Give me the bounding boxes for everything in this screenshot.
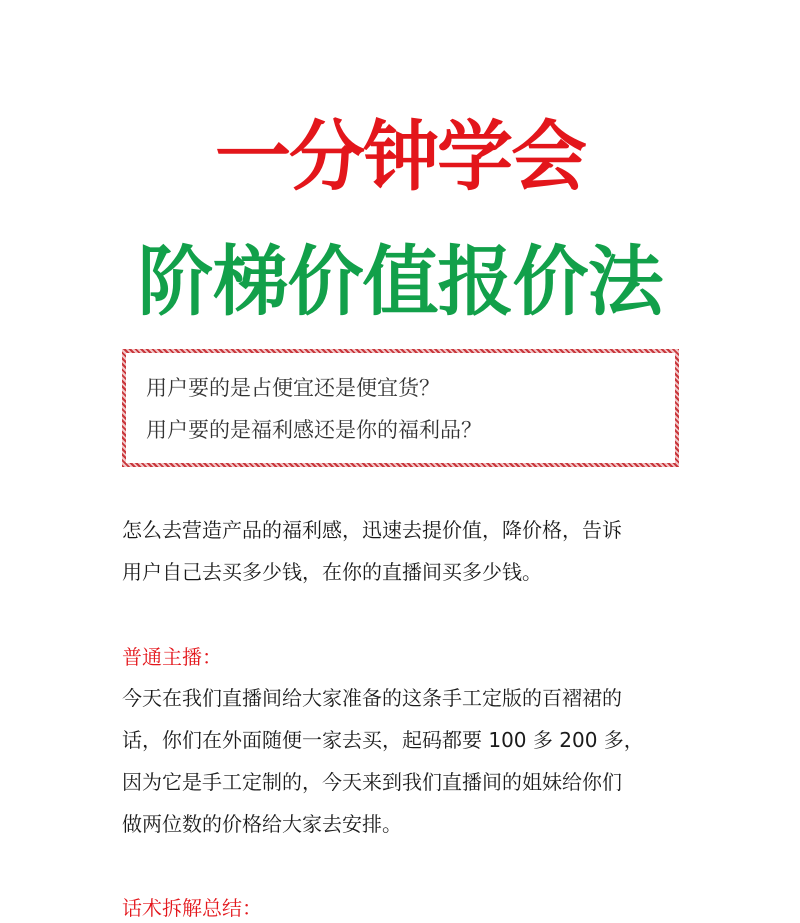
quote-line-1: 用户要的是占便宜还是便宜货？	[146, 376, 440, 400]
intro-line-1: 怎么去营造产品的福利感，迅速去提价值，降价格，告诉	[122, 518, 622, 542]
normal-line-1: 今天在我们直播间给大家准备的这条手工定版的百褶裙的	[122, 686, 622, 710]
intro-line-2: 用户自己去买多少钱，在你的直播间买多少钱。	[122, 560, 542, 584]
section-heading-summary: 话术拆解总结：	[122, 896, 262, 920]
normal-line-4: 做两位数的价格给大家去安排。	[122, 812, 402, 836]
normal-line-2: 话，你们在外面随便一家去买，起码都要 100 多 200 多，	[122, 728, 644, 752]
title-line-2: 阶梯价值报价法	[137, 237, 663, 326]
title-line-1: 一分钟学会	[215, 112, 585, 201]
normal-line-3: 因为它是手工定制的，今天来到我们直播间的姐妹给你们	[122, 770, 622, 794]
section-heading-normal-anchor: 普通主播：	[122, 645, 222, 669]
quote-box	[122, 349, 679, 467]
quote-line-2: 用户要的是福利感还是你的福利品？	[146, 418, 482, 442]
